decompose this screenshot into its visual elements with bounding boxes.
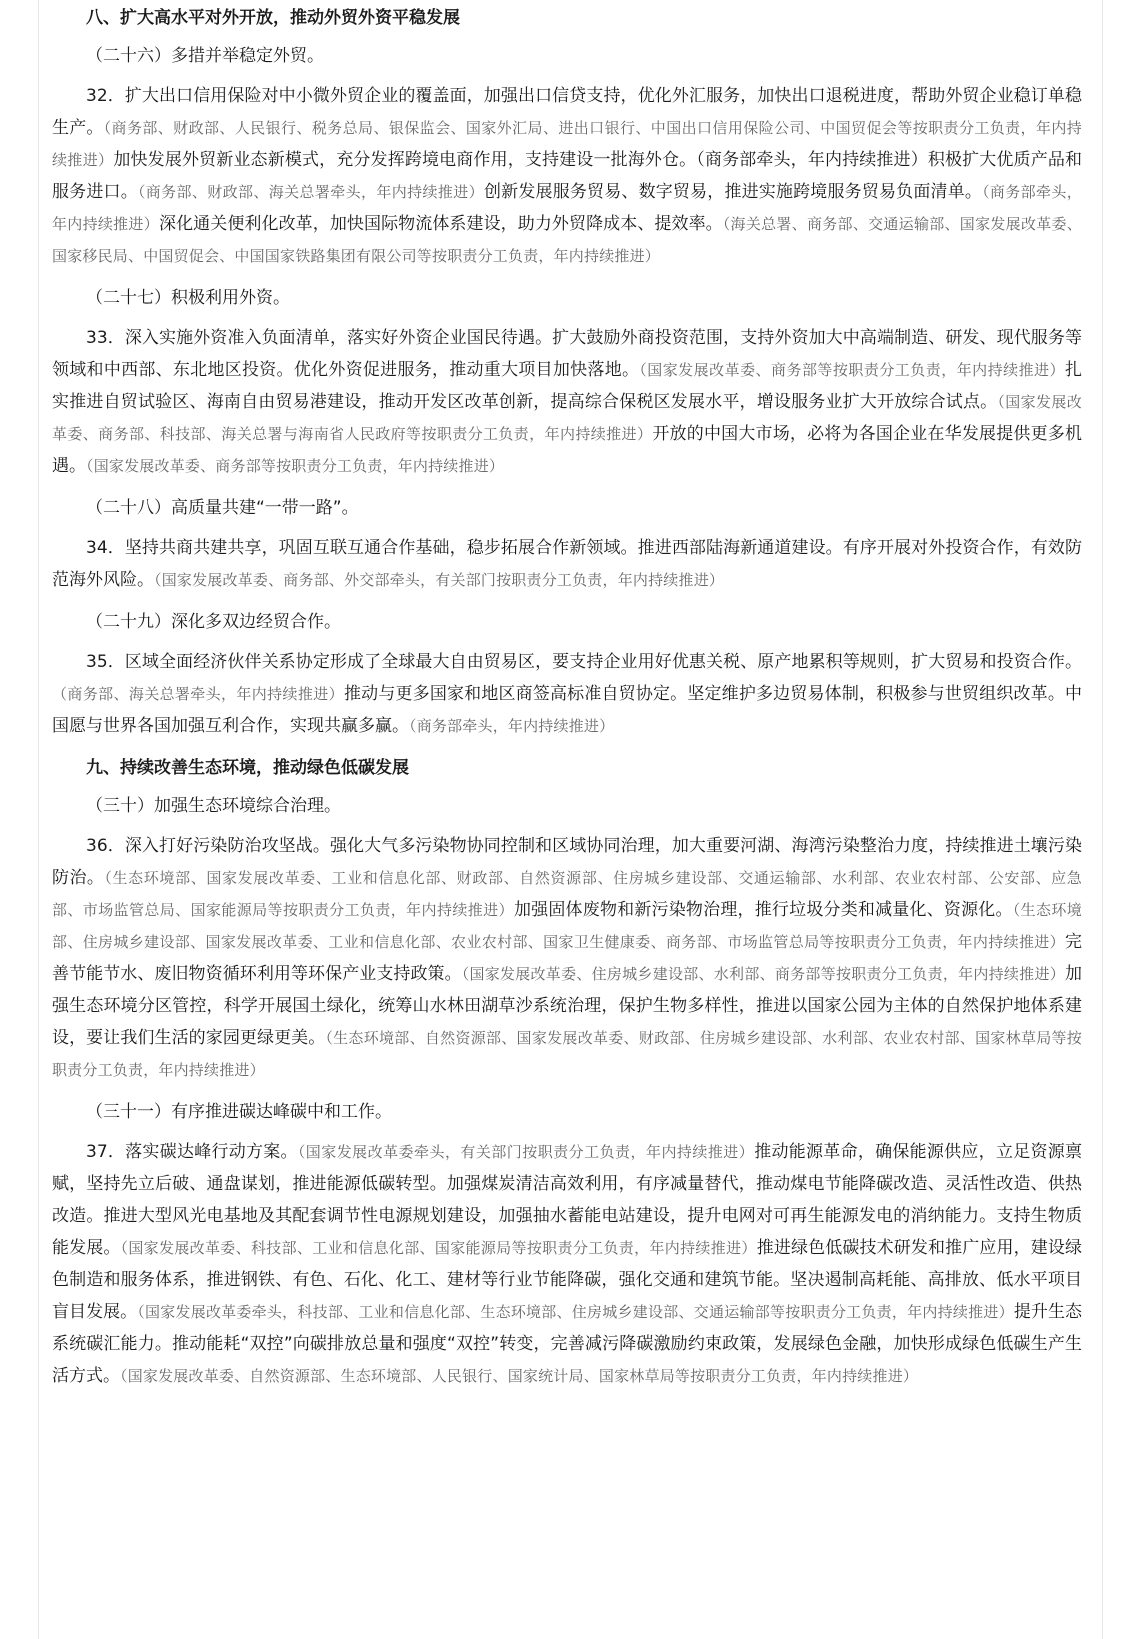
responsibility-note: （国家发展改革委、商务部等按职责分工负责，年内持续推进） — [639, 361, 1065, 379]
paragraph-text: 推动能源革命，确保能源供应，立足资源禀赋，坚持先立后破、通盘谋划，推进能源低碳转型。加强煤炭清洁高效利用，有序减量替代，推动煤电节能降碳改造、灵活性改造、供热改造。推进大型风光电基地及其配套调节性电源规划建设，加强抽水蓄能电站建设，提升电网对可再生能源发电的消纳能力。支持生物质能发展。 — [52, 1142, 1083, 1258]
paragraph-text: 推动与更多国家和地区商签高标准自贸协定。坚定维护多边贸易体制，积极参与世贸组织改革。中国愿与世界各国加强互利合作，实现共赢多赢。 — [52, 684, 1082, 736]
responsibility-note: （生态环境部、住房城乡建设部、国家发展改革委、工业和信息化部、农业农村部、国家卫生健康委、商务部、市场监管总局等按职责分工负责，年内持续推进） — [52, 901, 1082, 951]
subsection-heading: （三十一）有序推进碳达峰碳中和工作。 — [86, 1102, 392, 1122]
responsibility-note: （国家发展改革委、科技部、工业和信息化部、国家能源局等按职责分工负责，年内持续推进） — [120, 1239, 757, 1257]
paragraph-text: 开放的中国大市场，必将为各国企业在华发展提供更多机遇。 — [52, 424, 1083, 476]
paragraph-text: 35．区域全面经济伙伴关系协定形成了全球最大自由贸易区，要支持企业用好优惠关税、原产地累积等规则，扩大贸易和投资合作。 — [86, 652, 1082, 672]
responsibility-note: （商务部、海关总署牵头，年内持续推进） — [52, 685, 344, 703]
paragraph-text: 深化通关便利化改革，加快国际物流体系建设，助力外贸降成本、提效率。 — [159, 214, 723, 234]
paragraph-text: 加强生态环境分区管控，科学开展国土绿化，统筹山水林田湖草沙系统治理，保护生物多样性，推进以国家公园为主体的自然保护地体系建设，要让我们生活的家园更绿更美。 — [52, 964, 1082, 1048]
paragraph-text: 完善节能节水、废旧物资循环利用等环保产业支持政策。 — [52, 932, 1082, 984]
subsection-heading: （三十）加强生态环境综合治理。 — [86, 796, 341, 816]
paragraph-text: 32．扩大出口信用保险对中小微外贸企业的覆盖面，加强出口信贷支持，优化外汇服务，加快出口退税进度，帮助外贸企业稳订单稳生产。 — [52, 86, 1082, 138]
responsibility-note: （国家发展改革委牵头，科技部、工业和信息化部、生态环境部、住房城乡建设部、交通运输部等按职责分工负责，年内持续推进） — [137, 1303, 1014, 1321]
responsibility-note: （商务部牵头，年内持续推进） — [409, 717, 615, 735]
paragraph — [52, 532, 1082, 596]
responsibility-note: （国家发展改革委牵头，有关部门按职责分工负责，年内持续推进） — [297, 1143, 755, 1161]
responsibility-note: （商务部、财政部、人民银行、税务总局、银保监会、国家外汇局、进出口银行、中国出口信用保险公司、中国贸促会等按职责分工负责，年内持续推进） — [52, 119, 1082, 169]
paragraph — [52, 646, 1082, 742]
paragraph-text: 33．深入实施外资准入负面清单，落实好外资企业国民待遇。扩大鼓励外商投资范围，支持外资加大中高端制造、研发、现代服务等领域和中西部、东北地区投资。优化外资促进服务，推动重大项目加快落地。 — [52, 328, 1082, 380]
paragraph-text: 加强固体废物和新污染物治理，推行垃圾分类和减量化、资源化。 — [513, 900, 1013, 920]
right-border — [1102, 0, 1103, 1639]
responsibility-note: （国家发展改革委、商务部等按职责分工负责，年内持续推进） — [86, 457, 505, 475]
paragraph-text: 36．深入打好污染防治攻坚战。强化大气多污染物协同控制和区域协同治理，加大重要河湖、海湾污染整治力度，持续推进土壤污染防治。 — [52, 836, 1082, 888]
paragraph-text: 37．落实碳达峰行动方案。 — [86, 1142, 298, 1162]
paragraph-text: 推进绿色低碳技术研发和推广应用，建设绿色制造和服务体系，推进钢铁、有色、石化、化工、建材等行业节能降碳，强化交通和建筑节能。坚决遏制高耗能、高排放、低水平项目盲目发展。 — [52, 1238, 1083, 1322]
section-heading: 八、扩大高水平对外开放，推动外贸外资平稳发展 — [86, 8, 460, 28]
paragraph — [52, 80, 1082, 272]
paragraph-text: 创新发展服务贸易、数字贸易，推进实施跨境服务贸易负面清单。 — [484, 182, 983, 202]
paragraph-text: 34．坚持共商共建共享，巩固互联互通合作基础，稳步拓展合作新领域。推进西部陆海新通道建设。有序开展对外投资合作，有效防范海外风险。 — [52, 538, 1082, 590]
subsection-heading: （二十九）深化多双边经贸合作。 — [86, 612, 341, 632]
section-heading: 九、持续改善生态环境，推动绿色低碳发展 — [86, 758, 409, 778]
responsibility-note: （生态环境部、自然资源部、国家发展改革委、财政部、住房城乡建设部、水利部、农业农村部、国家林草局等按职责分工负责，年内持续推进） — [52, 1029, 1082, 1079]
responsibility-note: （海关总署、商务部、交通运输部、国家发展改革委、国家移民局、中国贸促会、中国国家铁路集团有限公司等按职责分工负责，年内持续推进） — [52, 215, 1082, 265]
document-body — [52, 4, 1082, 1404]
paragraph-text: 加快发展外贸新业态新模式，充分发挥跨境电商作用，支持建设一批海外仓。（商务部牵头，年内持续推进）积极扩大优质产品和服务进口。 — [52, 150, 1082, 202]
responsibility-note: （商务部牵头，年内持续推进） — [52, 183, 1083, 233]
responsibility-note: （国家发展改革委、商务部、外交部牵头，有关部门按职责分工负责，年内持续推进） — [154, 571, 725, 589]
paragraph — [52, 830, 1082, 1086]
responsibility-note: （生态环境部、国家发展改革委、工业和信息化部、财政部、自然资源部、住房城乡建设部、交通运输部、水利部、农业农村部、公安部、应急部、市场监管总局、国家能源局等按职责分工负责，年内持续推进） — [52, 869, 1083, 919]
subsection-heading: （二十七）积极利用外资。 — [86, 288, 290, 308]
subsection-heading: （二十八）高质量共建“一带一路”。 — [86, 498, 359, 518]
paragraph — [52, 322, 1082, 482]
responsibility-note: （商务部、财政部、海关总署牵头，年内持续推进） — [137, 183, 484, 201]
subsection-heading: （二十六）多措并举稳定外贸。 — [86, 46, 324, 66]
left-border — [38, 0, 39, 1639]
paragraph-text: 扎实推进自贸试验区、海南自由贸易港建设，推动开发区改革创新，提高综合保税区发展水平，增设服务业扩大开放综合试点。 — [52, 360, 1082, 412]
responsibility-note: （国家发展改革委、商务部、科技部、海关总署与海南省人民政府等按职责分工负责，年内持续推进） — [52, 393, 1083, 443]
paragraph-text: 提升生态系统碳汇能力。推动能耗“双控”向碳排放总量和强度“双控”转变，完善减污降碳激励约束政策，发展绿色金融，加快形成绿色低碳生产生活方式。 — [52, 1302, 1083, 1386]
responsibility-note: （国家发展改革委、自然资源部、生态环境部、人民银行、国家统计局、国家林草局等按职责分工负责，年内持续推进） — [120, 1367, 919, 1385]
responsibility-note: （国家发展改革委、住房城乡建设部、水利部、商务部等按职责分工负责，年内持续推进） — [461, 965, 1065, 983]
paragraph — [52, 1136, 1082, 1392]
